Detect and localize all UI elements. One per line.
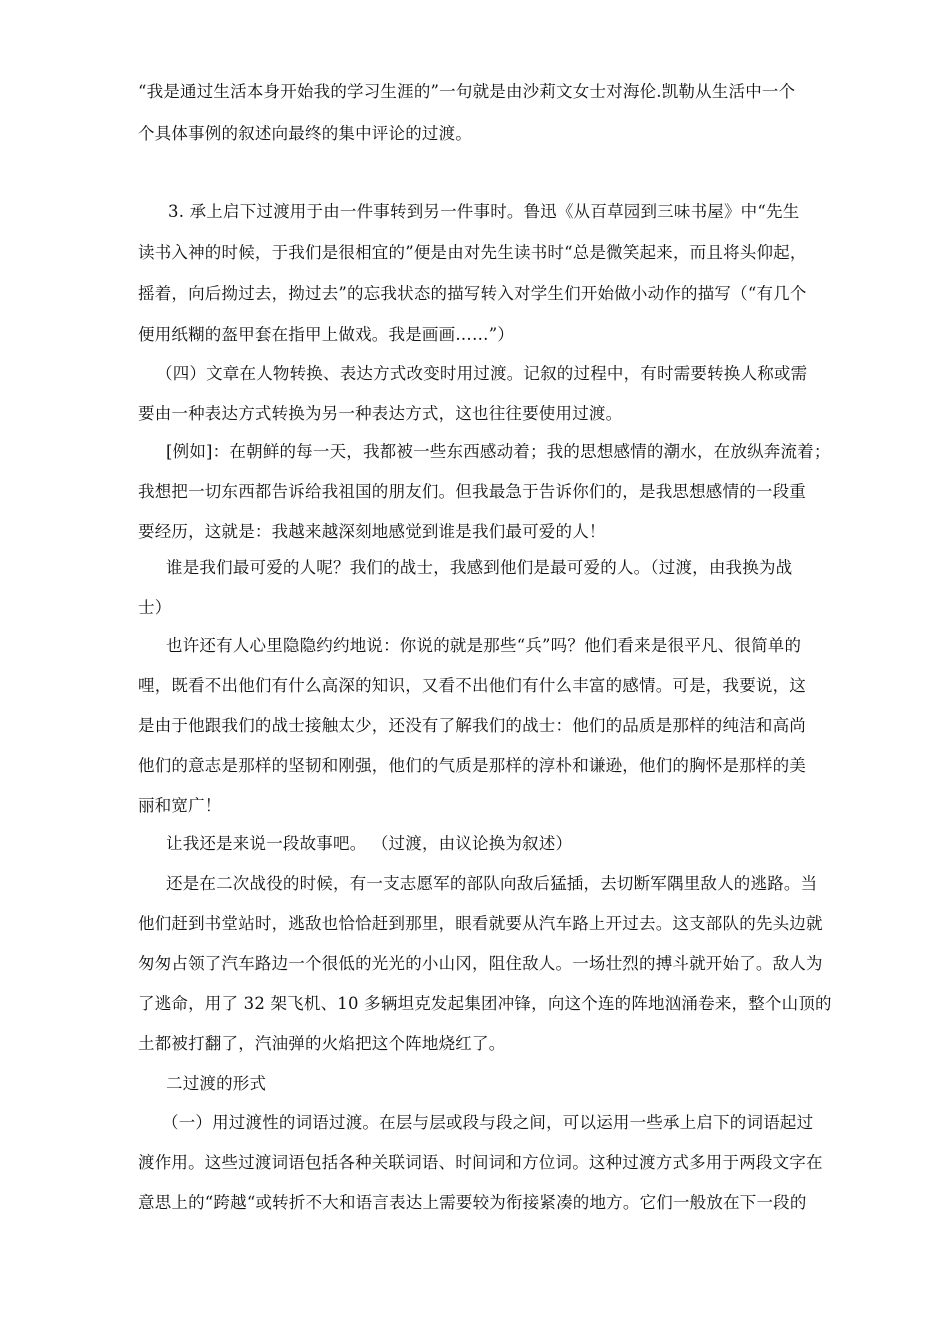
text-line: 我想把一切东西都告诉给我祖国的朋友们。但我最急于告诉你们的，是我思想感情的一段重 — [138, 482, 806, 501]
text-line: 是由于他跟我们的战士接触太少，还没有了解我们的战士：他们的品质是那样的纯洁和高尚 — [138, 716, 806, 735]
text-line: 渡作用。这些过渡词语包括各种关联词语、时间词和方位词。这种过渡方式多用于两段文字在 — [138, 1153, 823, 1172]
text-line: 还是在二次战役的时候，有一支志愿军的部队向敌后猛插，去切断军隅里敌人的逃路。当 — [166, 874, 818, 893]
text-line: “我是通过生活本身开始我的学习生涯的”一句就是由沙莉文女士对海伦.凯勒从生活中一个 — [138, 82, 796, 101]
text-line: 了逃命，用了 32 架飞机、10 多辆坦克发起集团冲锋，向这个连的阵地汹涌卷来，整个山顶的 — [138, 994, 832, 1013]
text-line: 谁是我们最可爱的人呢？我们的战士，我感到他们是最可爱的人。（过渡，由我换为战 — [166, 558, 793, 577]
text-line: 意思上的“跨越“或转折不大和语言表达上需要较为衔接紧凑的地方。它们一般放在下一段的 — [138, 1193, 807, 1212]
text-line: 也许还有人心里隐隐约约地说：你说的就是那些“兵”吗？他们看来是很平凡、很简单的 — [166, 636, 802, 655]
text-line: 土都被打翻了，汽油弹的火焰把这个阵地烧红了。 — [138, 1034, 506, 1053]
text-line: 他们的意志是那样的坚韧和刚强，他们的气质是那样的淳朴和谦逊，他们的胸怀是那样的美 — [138, 756, 806, 775]
text-line: 个具体事例的叙述向最终的集中评论的过渡。 — [138, 124, 472, 143]
section-heading: 二过渡的形式 — [166, 1074, 267, 1093]
text-line: （一）用过渡性的词语过渡。在层与层或段与段之间，可以运用一些承上启下的词语起过 — [162, 1113, 814, 1132]
text-line: 3. 承上启下过渡用于由一件事转到另一件事时。鲁迅《从百草园到三味书屋》中“先生 — [168, 202, 800, 221]
text-line: 要经历，这就是：我越来越深刻地感觉到谁是我们最可爱的人！ — [138, 522, 606, 541]
text-line: 要由一种表达方式转换为另一种表达方式，这也往往要使用过渡。 — [138, 404, 623, 423]
text-line: 士） — [138, 598, 172, 617]
text-line: 读书入神的时候，于我们是很相宜的”便是由对先生读书时“总是微笑起来，而且将头仰起， — [138, 243, 807, 262]
text-line: 哩，既看不出他们有什么高深的知识，又看不出他们有什么丰富的感情。可是，我要说，这 — [138, 676, 806, 695]
text-line: 他们赶到书堂站时，逃敌也恰恰赶到那里，眼看就要从汽车路上开过去。这支部队的先头边就 — [138, 914, 823, 933]
text-line: 匆匆占领了汽车路边一个很低的光光的小山冈，阻住敌人。一场壮烈的搏斗就开始了。敌人为 — [138, 954, 823, 973]
text-line: 让我还是来说一段故事吧。 （过渡，由议论换为叙述） — [166, 834, 573, 853]
text-line: 摇着，向后拗过去，拗过去”的忘我状态的描写转入对学生们开始做小动作的描写（“有几个 — [138, 284, 807, 303]
text-line: （四）文章在人物转换、表达方式改变时用过渡。记叙的过程中，有时需要转换人称或需 — [156, 364, 808, 383]
text-line: 丽和宽广！ — [138, 796, 222, 815]
text-line: 便用纸糊的盔甲套在指甲上做戏。我是画画……”） — [138, 325, 515, 344]
text-line: [例如]：在朝鲜的每一天，我都被一些东西感动着；我的思想感情的潮水，在放纵奔流着； — [166, 442, 831, 461]
